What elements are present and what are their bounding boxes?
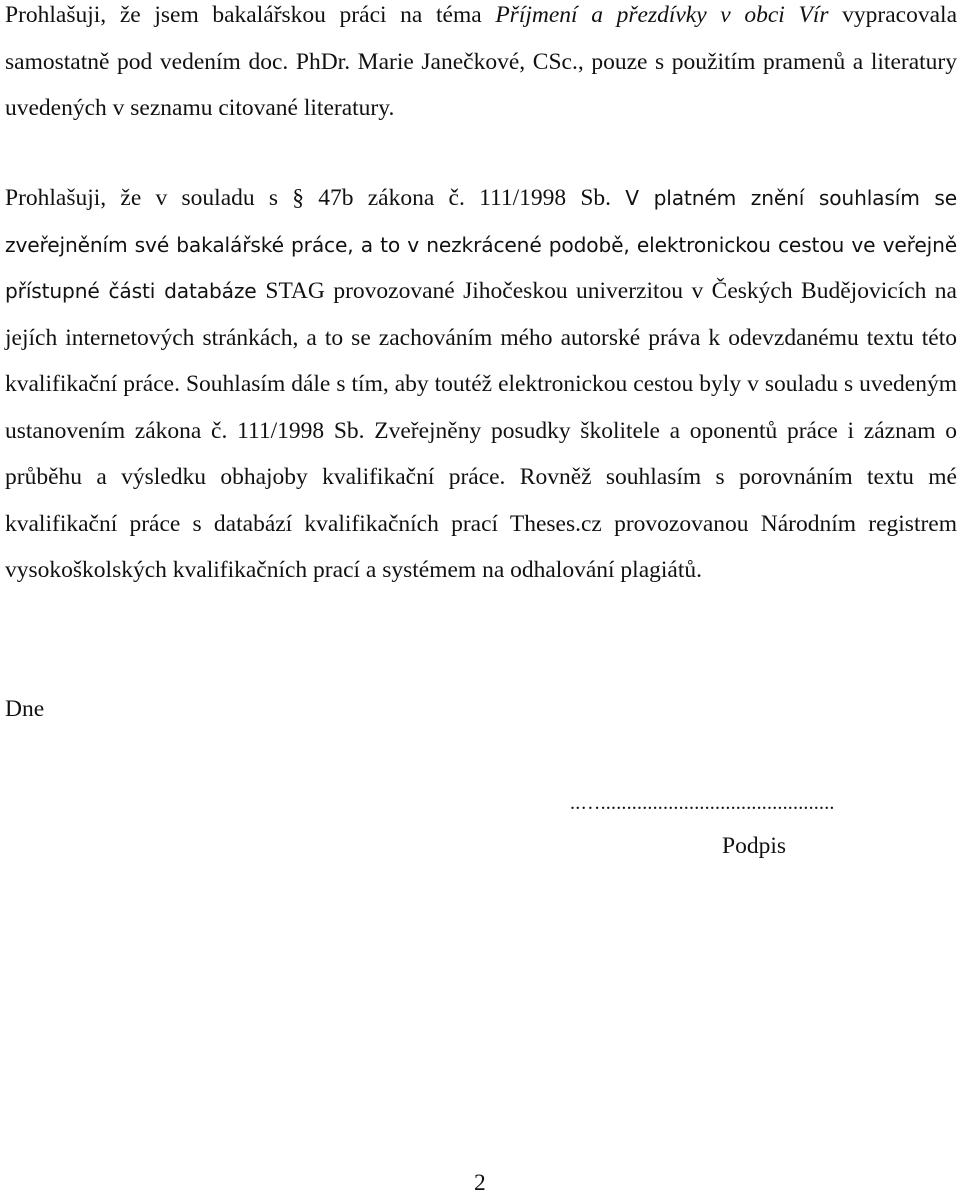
page-number: 2 [474, 1170, 486, 1196]
consent-text-comparison: Rovněž souhlasím s porovnáním textu mé kvalifikační práce s databází kvalifikačních prací [5, 464, 957, 537]
law-reference: 47b zákona č. 111/1998 Sb. [304, 185, 626, 211]
section-sign: § [292, 185, 305, 211]
stag-database-name: STAG [265, 278, 325, 304]
authorship-text-start: Prohlašuji, že jsem bakalářskou práci na téma [5, 2, 496, 28]
date-label: Dne [5, 696, 45, 722]
consent-text-publication: V platném znění souhlasím se zveřejněním své bakalářské práce, a to v nezkrácené podobě, elektronickou cestou ve veřejně přístupné části databáze [5, 186, 958, 303]
consent-text-reviews: Souhlasím dále s tím, aby toutéž elektronickou cestou byly v souladu s uvedeným ustanovením zákona č. 111/1998 Sb. [5, 371, 957, 444]
signature-label: Podpis [722, 833, 786, 859]
declaration-paragraph-authorship [5, 0, 957, 132]
consent-text-university: provozované Jihočeskou univerzitou v Českých Budějovicích na jejích internetových stránkách, a to se zachováním mého autorské práva k odevzdanému textu této kvalifikační práce. [5, 278, 957, 397]
theses-database-name: Theses.cz [509, 510, 602, 537]
consent-text-intro: Prohlašuji, že v souladu s [5, 185, 293, 211]
consent-text-defense: Zveřejněny posudky školitele a oponentů práce i záznam o průběhu a výsledku obhajoby kvalifikační práce. [5, 417, 957, 490]
thesis-title: Příjmení a přezdívky v obci Vír [495, 2, 829, 28]
consent-text-plagiarism: provozovanou Národním registrem vysokoškolských kvalifikačních prací a systémem na odhalování plagiátů. [5, 510, 958, 583]
authorship-text-end: vypracovala samostatně pod vedením doc. PhDr. Marie Janečkové, CSc., pouze s použitím pramenů a literatury uvedených v seznamu citované literatury. [5, 2, 958, 121]
declaration-paragraph-publication-consent [5, 175, 957, 594]
signature-line: ..…............................................. [570, 792, 835, 814]
